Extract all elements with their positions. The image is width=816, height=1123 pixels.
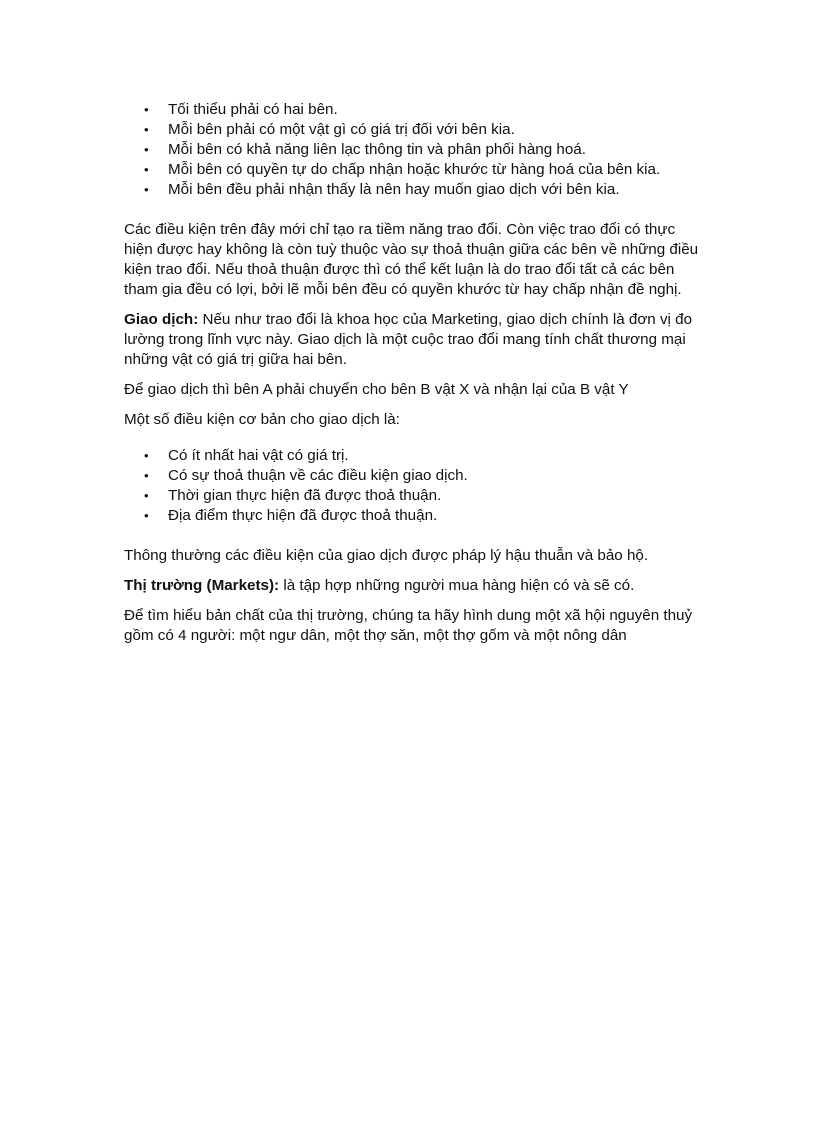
legal-support-paragraph: Thông thường các điều kiện của giao dịch được pháp lý hậu thuẫn và bảo hộ. (124, 547, 649, 564)
transaction-term: Giao dịch: (124, 311, 199, 328)
list-item: • Mỗi bên có quyền tự do chấp nhận hoặc khước từ hàng hoá của bên kia. (144, 161, 661, 178)
list-item: • Tối thiểu phải có hai bên. (144, 101, 338, 118)
list-item: • Có ít nhất hai vật có giá trị. (144, 447, 349, 464)
transaction-example-paragraph: Để giao dịch thì bên A phải chuyển cho bên B vật X và nhận lại của B vật Y (124, 381, 629, 398)
transaction-conditions-list (124, 446, 704, 526)
bullet-icon: • (144, 122, 149, 137)
bullet-icon: • (144, 448, 149, 463)
market-definition (124, 576, 704, 596)
list-item: • Mỗi bên phải có một vật gì có giá trị đối với bên kia. (144, 121, 515, 138)
bullet-icon: • (144, 468, 149, 483)
list-item: • Có sự thoả thuận về các điều kiện giao dịch. (144, 467, 468, 484)
bullet-icon: • (144, 488, 149, 503)
exchange-conditions-list (124, 100, 704, 200)
market-text: là tập hợp những người mua hàng hiện có và sẽ có. (279, 577, 635, 594)
market-example-paragraph: Để tìm hiểu bản chất của thị trường, chúng ta hãy hình dung một xã hội nguyên thuỷ gồm có 4 người: một ngư dân, một thợ săn, một thợ gốm và một nông dân (124, 607, 693, 644)
transaction-conditions-intro: Một số điều kiện cơ bản cho giao dịch là: (124, 411, 400, 428)
transaction-text: Nếu như trao đổi là khoa học của Marketing, giao dịch chính là đơn vị đo lường trong lĩnh vực này. Giao dịch là một cuộc trao đổi mang tính chất thương mại những vật có giá trị giữa hai bên. (124, 311, 693, 368)
list-item: • Địa điểm thực hiện đã được thoả thuận. (144, 507, 438, 524)
list-item: • Mỗi bên có khả năng liên lạc thông tin và phân phối hàng hoá. (144, 141, 586, 158)
bullet-icon: • (144, 162, 149, 177)
list-item: • Mỗi bên đều phải nhận thấy là nên hay muốn giao dịch với bên kia. (144, 181, 620, 198)
market-term: Thị trường (Markets): (124, 577, 280, 594)
bullet-icon: • (144, 508, 149, 523)
list-item: • Thời gian thực hiện đã được thoả thuận. (144, 487, 442, 504)
exchange-potential-paragraph: Các điều kiện trên đây mới chỉ tạo ra tiềm năng trao đổi. Còn việc trao đổi có thực hiện được hay không là còn tuỳ thuộc vào sự thoả thuận giữa các bên về những điều kiện trao đổi. Nếu thoả thuận được thì có thể kết luận là do trao đổi tất cả các bên tham gia đều có lợi, bởi lẽ mỗi bên đều có quyền khước từ hay chấp nhận đề nghị. (124, 221, 699, 298)
bullet-icon: • (144, 182, 149, 197)
bullet-icon: • (144, 102, 149, 117)
document-page (124, 100, 704, 646)
transaction-definition (124, 310, 704, 370)
bullet-icon: • (144, 142, 149, 157)
